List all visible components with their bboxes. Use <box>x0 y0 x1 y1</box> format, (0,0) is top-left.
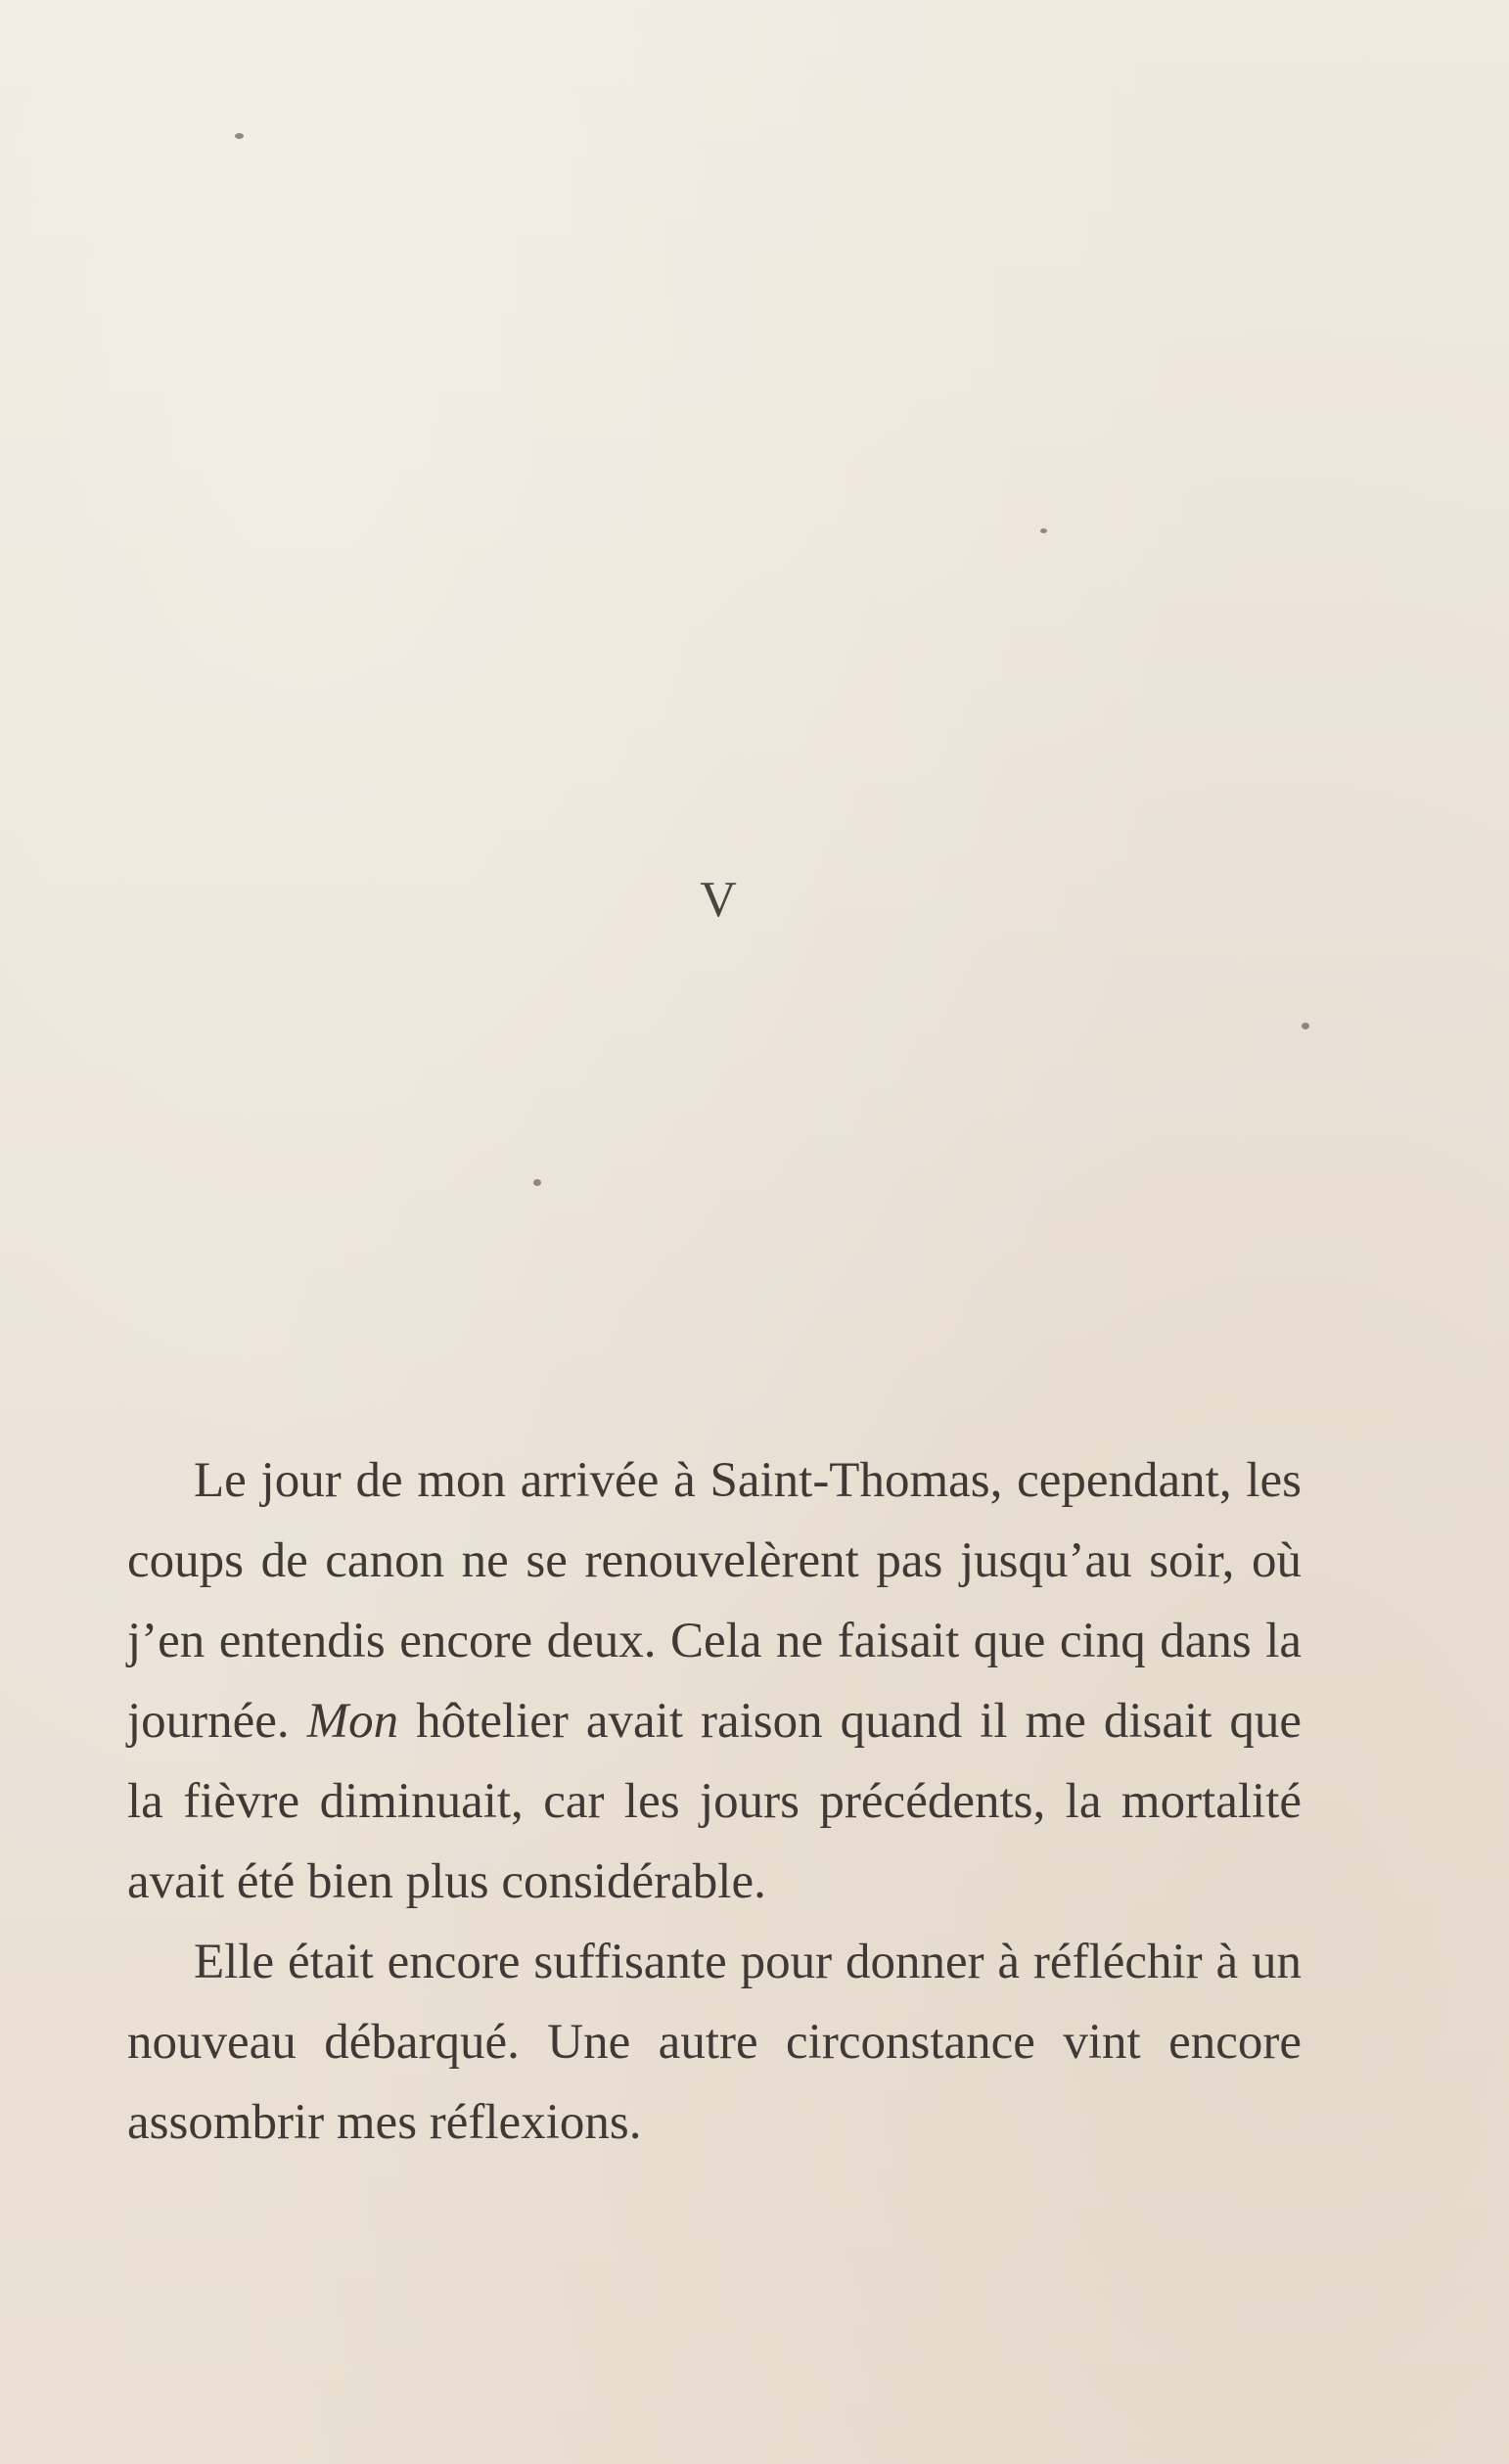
paper-speck <box>1040 528 1047 533</box>
paragraph-1-text-a: Le jour de mon arrivée à Saint-Thomas, cependant, les coups de canon ne se renouvelèrent pas jusqu’au soir, où j’en entendis encore deux. Cela ne faisait que cinq dans la journée. <box>127 1453 1302 1749</box>
chapter-heading: V <box>700 872 739 928</box>
paragraph-1 <box>127 1440 1302 1922</box>
paper-speck <box>235 133 244 139</box>
paper-speck <box>1302 1023 1309 1029</box>
paragraph-2: Elle était encore suffisante pour donner à réfléchir à un nouveau débarqué. Une autre circonstance vint encore assombrir mes réflexions. <box>127 1935 1302 2150</box>
paragraph-1-text-b: hôtelier avait raison quand il me disait que la fièvre diminuait, car les jours précédents, la mortalité avait été bien plus considérable. <box>127 1694 1302 1909</box>
paragraph-1-italic: Mon <box>306 1694 399 1749</box>
body-text <box>127 1440 1302 2163</box>
paper-speck <box>533 1179 541 1186</box>
